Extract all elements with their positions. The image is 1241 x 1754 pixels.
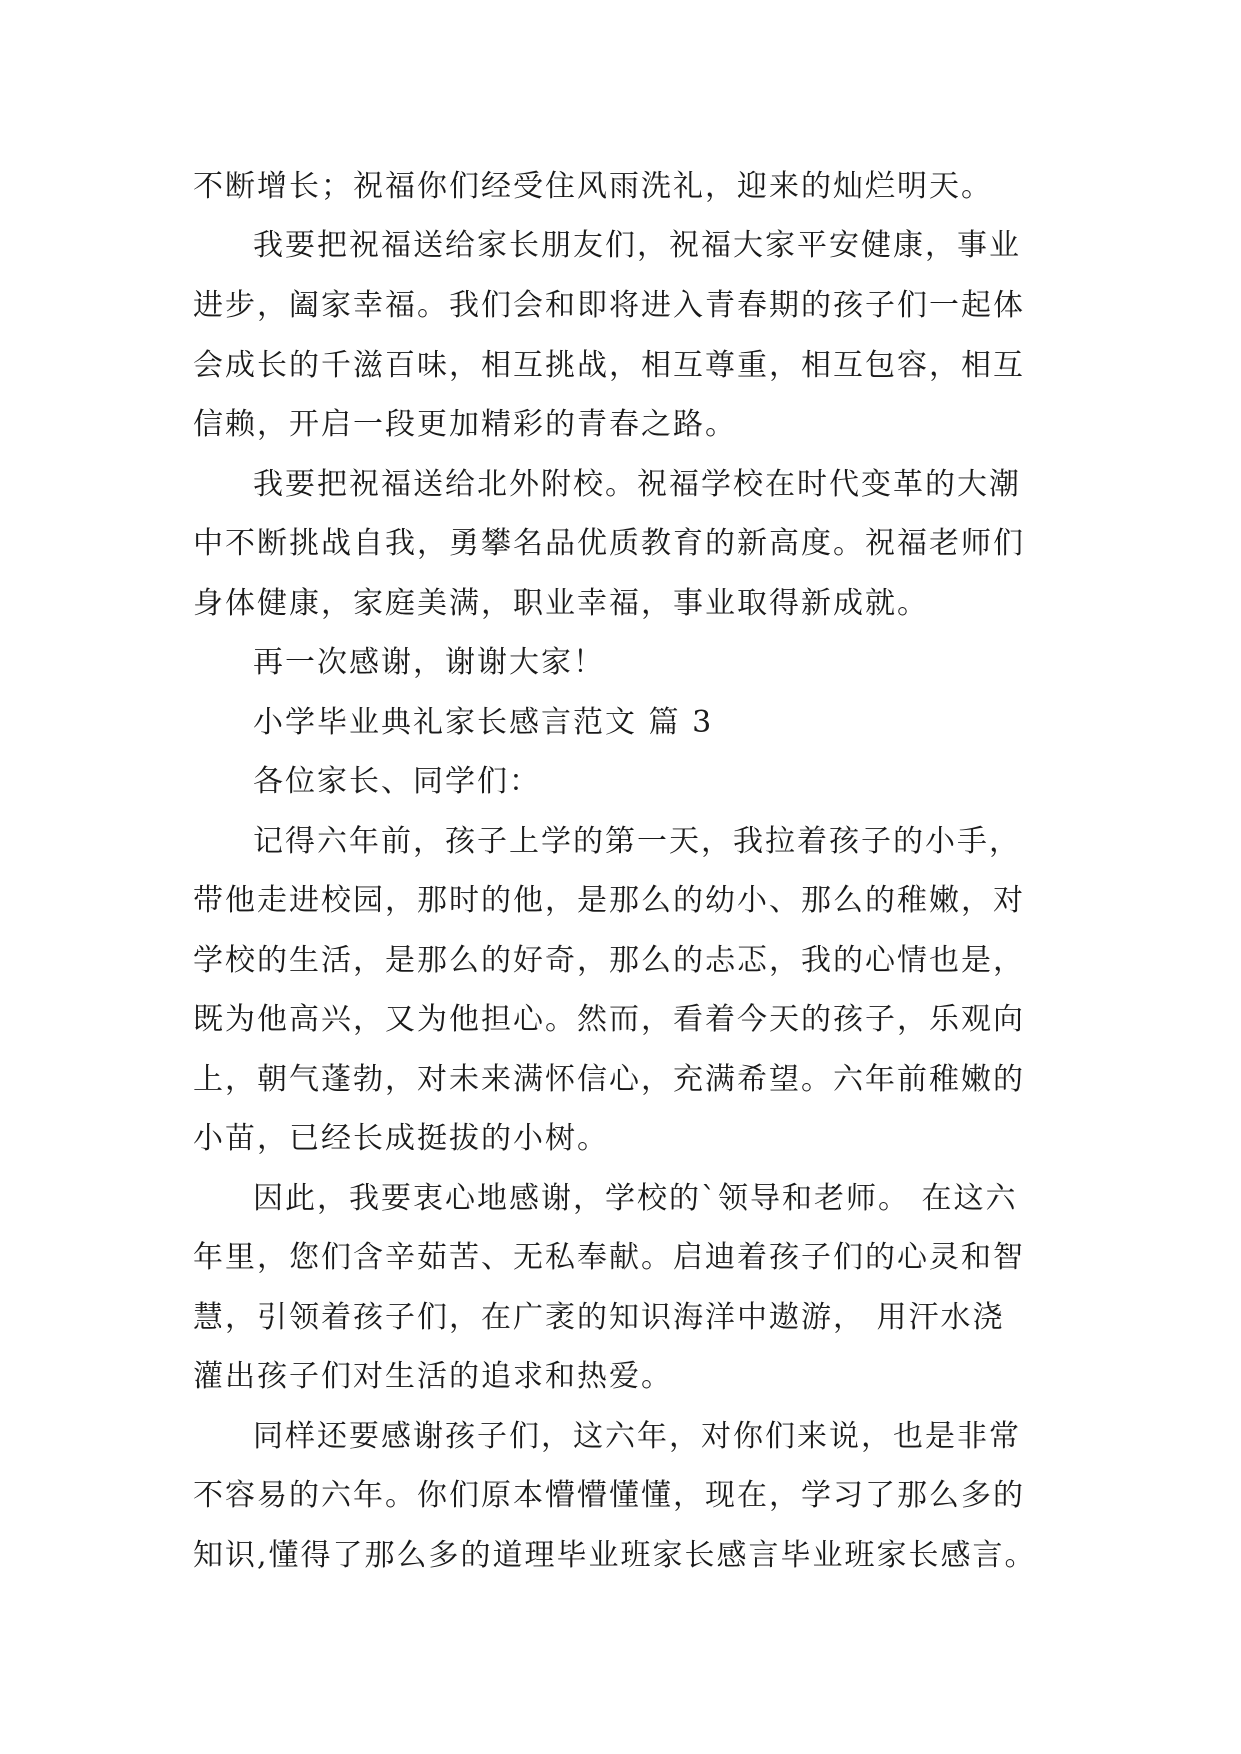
text-line: 学校的生活，是那么的好奇，那么的忐忑，我的心情也是，	[193, 943, 1025, 978]
paragraph-start: 因此，我要衷心地感谢，学校的`领导和老师。 在这六	[253, 1181, 1018, 1216]
paragraph-start: 记得六年前，孩子上学的第一天，我拉着孩子的小手，	[253, 824, 1021, 859]
text-line: 既为他高兴，又为他担心。然而，看着今天的孩子，乐观向	[193, 1002, 1025, 1037]
paragraph-start: 我要把祝福送给家长朋友们，祝福大家平安健康，事业	[253, 228, 1021, 263]
section-heading: 小学毕业典礼家长感言范文 篇 3	[253, 705, 714, 740]
text-line: 信赖，开启一段更加精彩的青春之路。	[193, 407, 737, 442]
text-line: 上，朝气蓬勃，对未来满怀信心，充满希望。六年前稚嫩的	[193, 1062, 1025, 1097]
text-line: 知识,懂得了那么多的道理毕业班家长感言毕业班家长感言。	[193, 1538, 1037, 1573]
text-line: 带他走进校园，那时的他，是那么的幼小、那么的稚嫩，对	[193, 883, 1025, 918]
paragraph-start: 我要把祝福送给北外附校。祝福学校在时代变革的大潮	[253, 467, 1021, 502]
text-line: 不容易的六年。你们原本懵懵懂懂，现在，学习了那么多的	[193, 1478, 1025, 1513]
text-line: 会成长的千滋百味，相互挑战，相互尊重，相互包容，相互	[193, 348, 1025, 383]
text-line: 小苗，已经长成挺拔的小树。	[193, 1121, 609, 1156]
salutation: 各位家长、同学们：	[253, 764, 541, 799]
text-line: 慧，引领着孩子们，在广袤的知识海洋中遨游， 用汗水浇	[193, 1300, 1005, 1335]
text-line: 身体健康，家庭美满，职业幸福，事业取得新成就。	[193, 586, 929, 621]
text-line: 中不断挑战自我，勇攀名品优质教育的新高度。祝福老师们	[193, 526, 1025, 561]
text-line: 年里，您们含辛茹苦、无私奉献。启迪着孩子们的心灵和智	[193, 1240, 1025, 1275]
text-line: 不断增长；祝福你们经受住风雨洗礼，迎来的灿烂明天。	[193, 169, 993, 204]
text-line: 进步，阖家幸福。我们会和即将进入青春期的孩子们一起体	[193, 288, 1025, 323]
paragraph-start: 同样还要感谢孩子们，这六年，对你们来说，也是非常	[253, 1419, 1021, 1454]
paragraph-start: 再一次感谢，谢谢大家！	[253, 645, 605, 680]
text-line: 灌出孩子们对生活的追求和热爱。	[193, 1359, 673, 1394]
